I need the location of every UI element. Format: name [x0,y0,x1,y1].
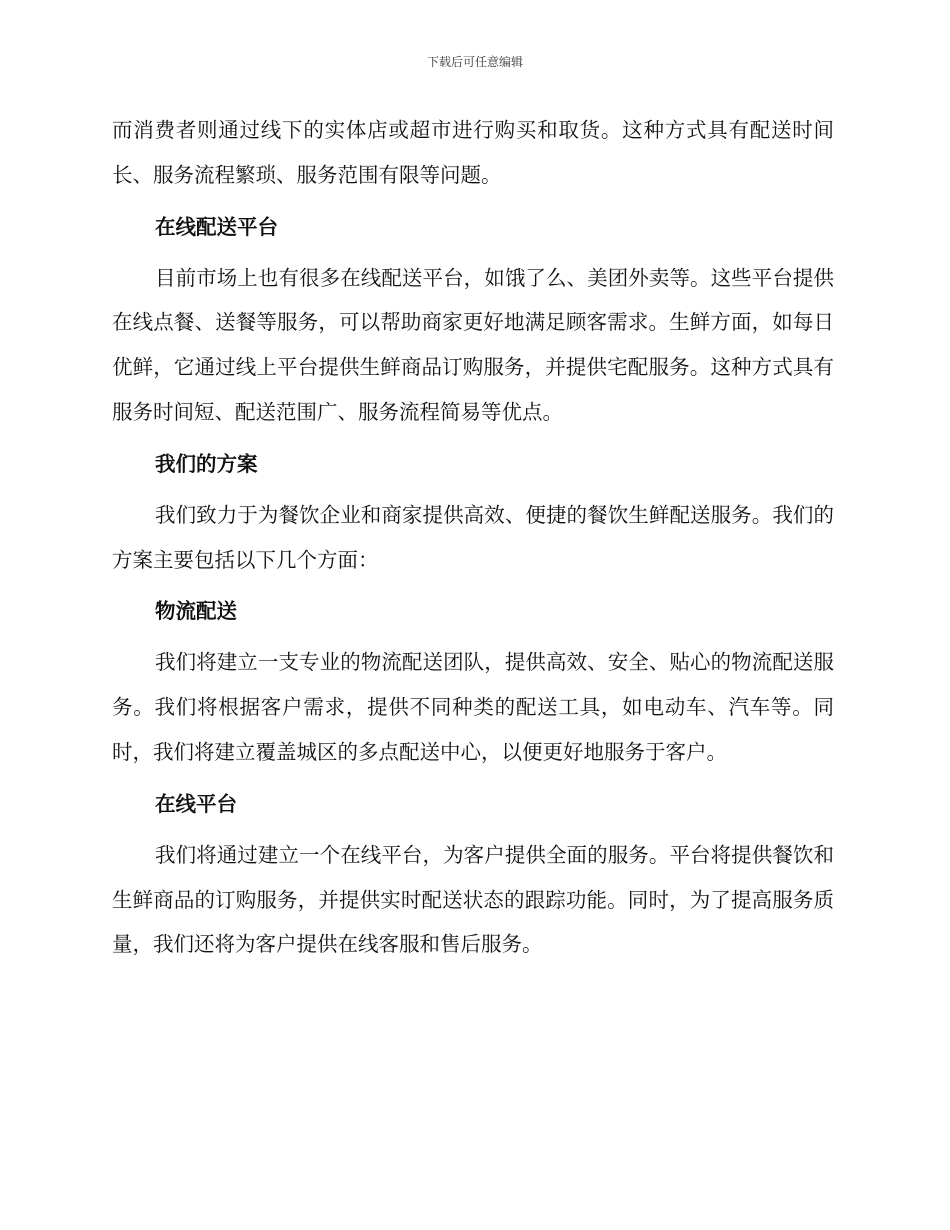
section-heading-logistics: 物流配送 [155,599,237,624]
page-header: 下载后可任意编辑 [426,55,523,69]
our-plan-paragraph: 我们致力于为餐饮企业和商家提供高效、便捷的餐饮生鲜配送服务。我们的方案主要包括以下几个方面： [112,502,834,572]
document-body [112,108,834,967]
online-platform-paragraph: 我们将通过建立一个在线平台，为客户提供全面的服务。平台将提供餐饮和生鲜商品的订购服务，并提供实时配送状态的跟踪功能。同时，为了提高服务质量，我们还将为客户提供在线客服和售后服务。 [112,842,834,957]
section-heading-our-plan: 我们的方案 [155,451,258,476]
logistics-paragraph: 我们将建立一支专业的物流配送团队，提供高效、安全、贴心的物流配送服务。我们将根据客户需求，提供不同种类的配送工具，如电动车、汽车等。同时，我们将建立覆盖城区的多点配送中心，以便更好地服务于客户。 [112,650,834,764]
section-heading-online-delivery: 在线配送平台 [155,214,278,239]
intro-paragraph: 而消费者则通过线下的实体店或超市进行购买和取货。这种方式具有配送时间长、服务流程繁琐、服务范围有限等问题。 [112,118,834,187]
online-delivery-paragraph: 目前市场上也有很多在线配送平台，如饿了么、美团外卖等。这些平台提供在线点餐、送餐等服务，可以帮助商家更好地满足顾客需求。生鲜方面，如每日优鲜，它通过线上平台提供生鲜商品订购服务，并提供宅配服务。这种方式具有服务时间短、配送范围广、服务流程简易等优点。 [112,265,834,424]
section-heading-online-platform: 在线平台 [155,791,237,816]
